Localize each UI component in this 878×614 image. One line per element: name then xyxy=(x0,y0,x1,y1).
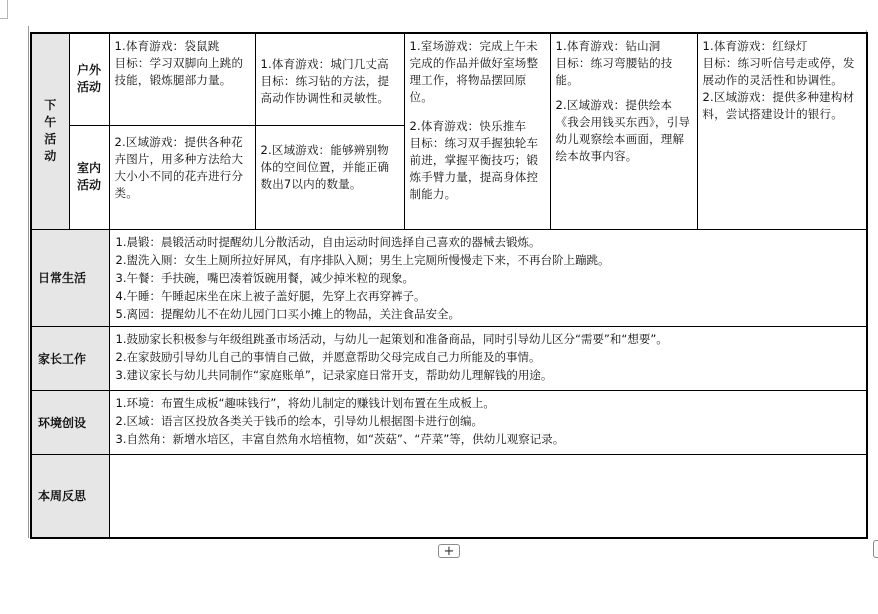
activity-line: 2.区域游戏：提供绘本《我会用钱买东西》，引导幼儿观察绘本画面，理解绘本故事内容。 xyxy=(555,98,691,163)
parents-row xyxy=(31,326,867,390)
list-item: 1.鼓励家长积极参与年级组跳蚤市场活动，与幼儿一起策划和准备商品，同时引导幼儿区分“需要”和“想要”。 xyxy=(115,331,668,346)
activity-line: 2.区域游戏：提供多种建构材料，尝试搭建设计的银行。 xyxy=(702,90,855,121)
activity-cell[interactable] xyxy=(255,125,404,229)
activity-line: 目标：练习双手握独轮车前进，掌握平衡技巧；锻炼手臂力量，提高身体控制能力。 xyxy=(409,136,539,201)
activity-line: 1.体育游戏：红绿灯 xyxy=(702,39,808,53)
activity-line: 1.室场游戏：完成上午未完成的作品并做好室场整理工作，将物品摆回原位。 xyxy=(409,39,539,104)
activity-line: 2.区域游戏：提供各种花卉图片，用多种方法给大大小小不同的花卉进行分类。 xyxy=(114,134,244,200)
reflection-row xyxy=(31,454,867,538)
reflection-content[interactable] xyxy=(109,454,867,538)
activity-cell[interactable] xyxy=(550,33,697,229)
activity-line: 2.区域游戏：能够辨别物体的空间位置，并能正确数出7以内的数量。 xyxy=(260,142,390,191)
daily-life-row xyxy=(31,229,867,326)
activity-line: 1.体育游戏：城门几丈高 xyxy=(260,57,389,71)
afternoon-label-cell xyxy=(31,33,69,229)
environment-label: 环境创设 xyxy=(38,415,87,430)
reflection-label-cell xyxy=(31,454,109,538)
activity-cell[interactable] xyxy=(255,33,404,125)
scroll-handle[interactable] xyxy=(873,540,878,558)
parents-content[interactable] xyxy=(109,326,867,390)
page-corner-mark xyxy=(0,0,8,19)
activity-line: 1.体育游戏：袋鼠跳 xyxy=(114,39,220,53)
environment-content[interactable] xyxy=(109,390,867,454)
reflection-label: 本周反思 xyxy=(38,489,87,504)
list-item: 1.晨锻：晨锻活动时提醒幼儿分散活动，自由运动时间选择自己喜欢的器械去锻炼。 xyxy=(115,234,541,249)
daily-life-label: 日常生活 xyxy=(38,271,87,285)
daily-life-content[interactable] xyxy=(109,229,867,326)
list-item: 2.盥洗入厕：女生上厕所拉好屏风，有序排队入厕；男生上完厕所慢慢走下来，不再台阶上蹦跳。 xyxy=(115,252,610,267)
activity-cell[interactable] xyxy=(109,125,255,229)
add-row-button[interactable]: + xyxy=(438,544,460,558)
activity-line: 目标：练习听信号走或停，发展动作的灵活性和协调性。 xyxy=(702,56,855,87)
weekly-plan-table xyxy=(30,32,868,539)
list-item: 4.午睡：午睡起床坐在床上被子盖好腿，先穿上衣再穿裤子。 xyxy=(115,288,426,303)
activity-cell[interactable] xyxy=(697,33,867,229)
activity-line: 2.体育游戏：快乐推车 xyxy=(409,119,527,133)
list-item: 3.午餐：手扶碗，嘴巴凑着饭碗用餐，减少掉米粒的现象。 xyxy=(115,270,414,285)
activity-line: 1.体育游戏：钻山洞 xyxy=(555,39,661,53)
parents-label-cell xyxy=(31,326,109,390)
activity-cell[interactable] xyxy=(109,33,255,125)
list-item: 2.在家鼓励引导幼儿自己的事情自己做，并愿意帮助父母完成自己力所能及的事情。 xyxy=(115,349,541,364)
list-item: 3.自然角：新增水培区，丰富自然角水培植物，如“茨菇”、“芹菜”等，供幼儿观察记录。 xyxy=(115,431,565,446)
list-item: 2.区域：语言区投放各类关于钱币的绘本，引导幼儿根据图卡进行创编。 xyxy=(115,413,483,428)
indoor-label-cell xyxy=(69,125,109,229)
list-item: 5.离园：提醒幼儿不在幼儿园门口买小摊上的物品，关注食品安全。 xyxy=(115,306,460,321)
indoor-label: 室内活动 xyxy=(76,161,101,192)
parents-label: 家长工作 xyxy=(38,351,87,366)
list-item: 3.建议家长与幼儿共同制作“家庭账单”，记录家庭日常开支，帮助幼儿理解钱的用途。 xyxy=(115,367,553,382)
activity-line: 目标：练习钻的方法，提高动作协调性和灵敏性。 xyxy=(260,74,390,105)
afternoon-label: 下午活动 xyxy=(44,98,57,164)
outdoor-label-cell xyxy=(69,33,109,125)
daily-life-label-cell xyxy=(31,229,109,326)
list-item: 1.环境：布置生成板“趣味钱行”，将幼儿制定的赚钱计划布置在生成板上。 xyxy=(115,395,495,410)
outdoor-label: 户外活动 xyxy=(76,63,101,95)
environment-label-cell xyxy=(31,390,109,454)
afternoon-outdoor-row xyxy=(31,33,867,125)
page-left-edge xyxy=(28,26,29,538)
activity-line: 目标：学习双脚向上跳的技能，锻炼腿部力量。 xyxy=(114,56,244,87)
activity-line: 目标：练习弯腰钻的技能。 xyxy=(555,56,673,87)
environment-row xyxy=(31,390,867,454)
activity-cell[interactable] xyxy=(404,33,550,229)
